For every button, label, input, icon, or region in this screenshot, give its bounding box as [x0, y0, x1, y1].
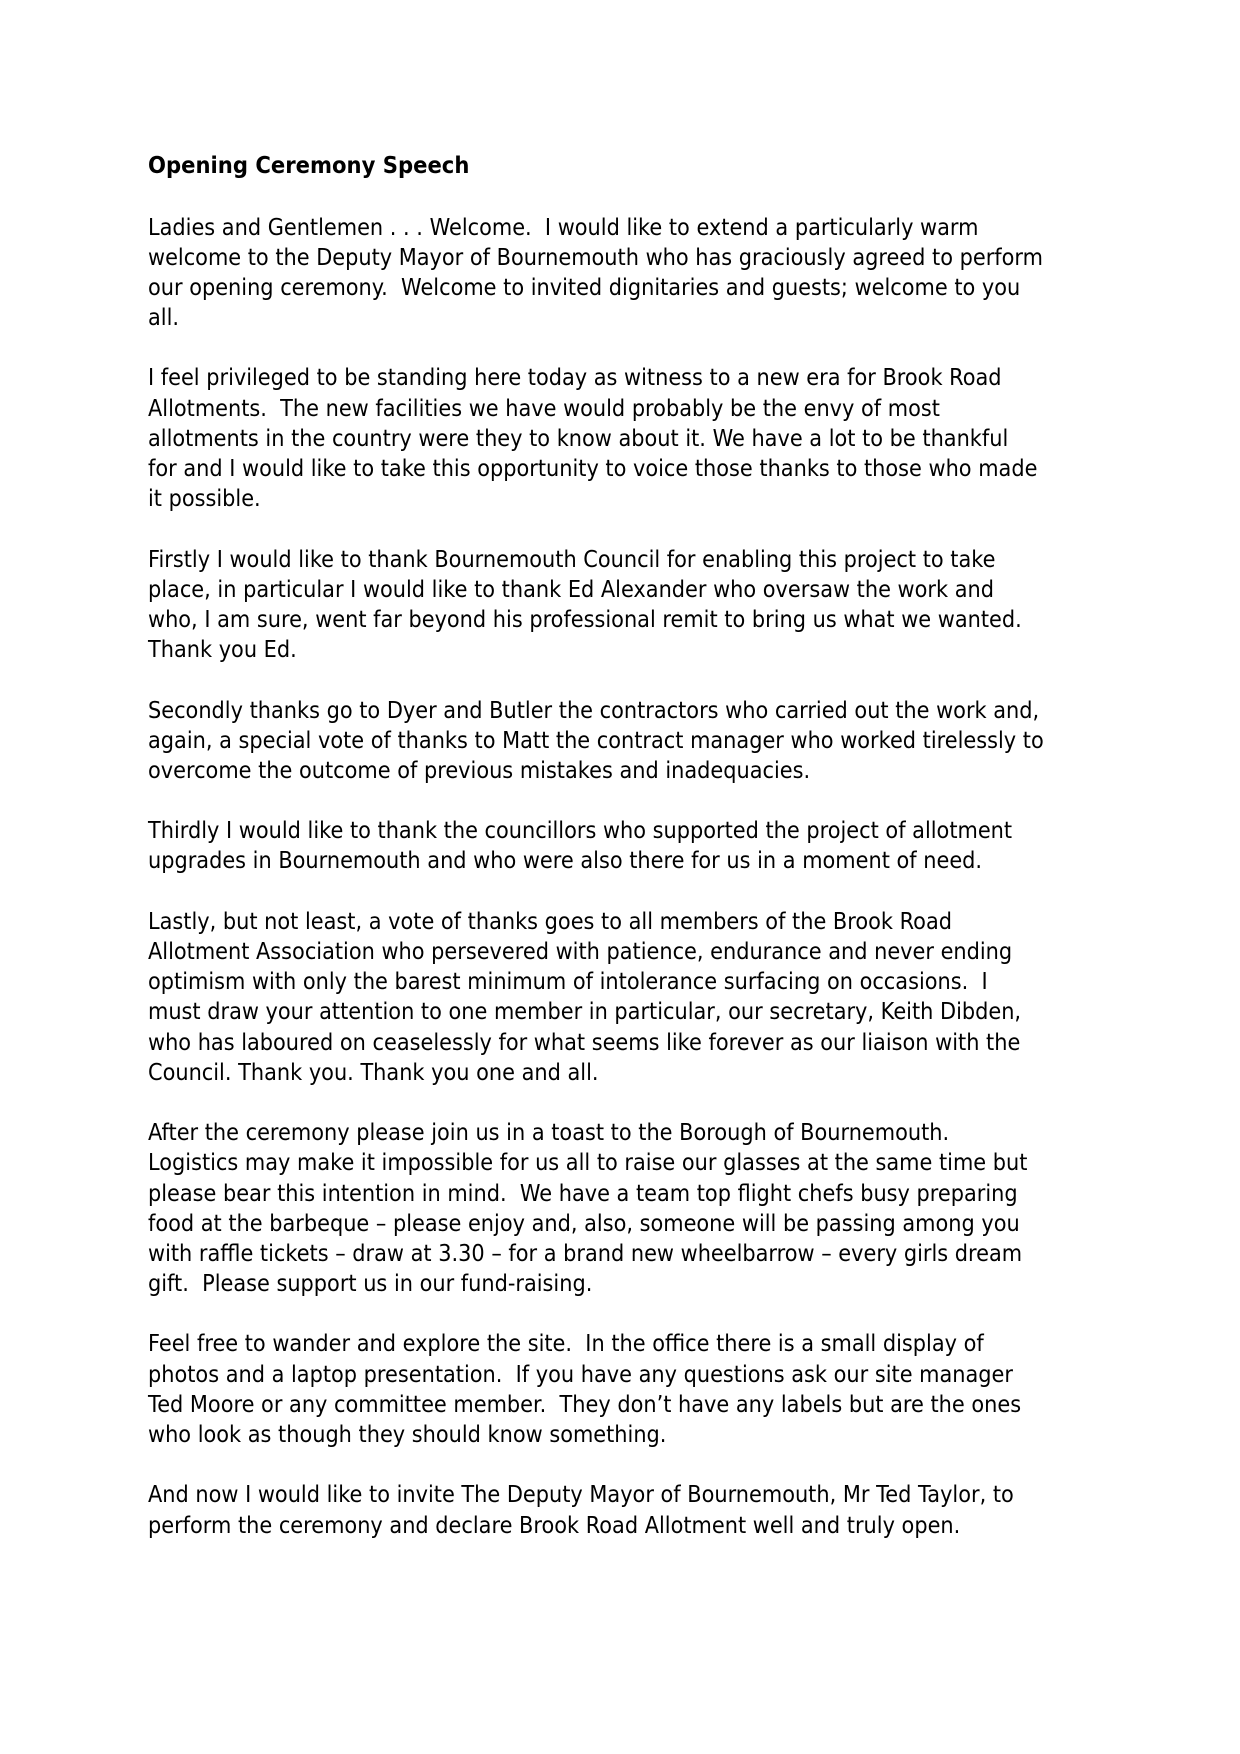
paragraph	[148, 362, 1080, 513]
paragraph	[148, 815, 1080, 875]
paragraph	[148, 906, 1080, 1087]
paragraph-line: Council. Thank you. Thank you one and all.	[148, 1057, 599, 1086]
paragraph-line: our opening ceremony. Welcome to invited dignitaries and guests; welcome to you	[148, 272, 1021, 301]
paragraph-line: Allotments. The new facilities we have would probably be the envy of most	[148, 393, 940, 422]
paragraph-line: Feel free to wander and explore the site. In the office there is a small display of	[148, 1329, 984, 1358]
paragraph-line: for and I would like to take this opportunity to voice those thanks to those who made	[148, 454, 1038, 482]
paragraph-line: I feel privileged to be standing here today as witness to a new era for Brook Road	[148, 363, 1002, 392]
paragraph-line: Allotment Association who persevered with patience, endurance and never ending	[148, 937, 1013, 965]
paragraph-line: Secondly thanks go to Dyer and Butler the contractors who carried out the work and,	[148, 695, 1040, 724]
paragraph-line: it possible.	[148, 484, 261, 513]
paragraph-line: And now I would like to invite The Deputy Mayor of Bournemouth, Mr Ted Taylor, to	[148, 1480, 1014, 1509]
paragraph-line: Thirdly I would like to thank the councillors who supported the project of allotment	[148, 816, 1013, 845]
paragraph-line: photos and a laptop presentation. If you have any questions ask our site manager	[148, 1359, 1013, 1388]
paragraph-line: with raffle tickets – draw at 3.30 – for a brand new wheelbarrow – every girls dream	[148, 1238, 1023, 1267]
paragraph	[148, 212, 1080, 333]
paragraph-line: perform the ceremony and declare Brook Road Allotment well and truly open.	[148, 1510, 961, 1539]
paragraph-line: gift. Please support us in our fund-raising.	[148, 1269, 593, 1298]
paragraph-line: Ted Moore or any committee member. They don’t have any labels but are the ones	[148, 1389, 1022, 1418]
document-title: Opening Ceremony Speech	[148, 151, 470, 179]
paragraph-line: again, a special vote of thanks to Matt the contract manager who worked tirelessly to	[148, 725, 1044, 754]
paragraph	[148, 1117, 1080, 1298]
paragraph-line: overcome the outcome of previous mistakes and inadequacies.	[148, 755, 811, 784]
paragraph-line: please bear this intention in mind. We have a team top flight chefs busy preparing	[148, 1178, 1018, 1207]
paragraph	[148, 695, 1080, 786]
paragraph-line: food at the barbeque – please enjoy and, also, someone will be passing among you	[148, 1208, 1020, 1237]
document-body	[148, 212, 1080, 1570]
paragraph-line: place, in particular I would like to thank Ed Alexander who oversaw the work and	[148, 574, 994, 603]
paragraph-line: who look as though they should know something.	[148, 1420, 667, 1448]
paragraph-line: optimism with only the barest minimum of intolerance surfacing on occasions. I	[148, 967, 988, 996]
paragraph-line: Firstly I would like to thank Bournemouth Council for enabling this project to take	[148, 544, 996, 573]
paragraph-line: allotments in the country were they to know about it. We have a lot to be thankful	[148, 423, 1009, 452]
paragraph-line: must draw your attention to one member in particular, our secretary, Keith Dibden,	[148, 997, 1022, 1026]
paragraph-line: who, I am sure, went far beyond his professional remit to bring us what we wanted.	[148, 604, 1022, 633]
paragraph-line: Thank you Ed.	[148, 635, 297, 664]
paragraph-line: Lastly, but not least, a vote of thanks goes to all members of the Brook Road	[148, 906, 952, 935]
paragraph	[148, 1328, 1080, 1449]
paragraph-line: all.	[148, 303, 180, 332]
paragraph	[148, 544, 1080, 665]
paragraph-line: Ladies and Gentlemen . . . Welcome. I would like to extend a particularly warm	[148, 212, 979, 241]
paragraph-line: upgrades in Bournemouth and who were also there for us in a moment of need.	[148, 846, 983, 875]
paragraph-line: who has laboured on ceaselessly for what seems like forever as our liaison with the	[148, 1027, 1021, 1056]
paragraph-line: After the ceremony please join us in a toast to the Borough of Bournemouth.	[148, 1118, 950, 1147]
paragraph-line: welcome to the Deputy Mayor of Bournemouth who has graciously agreed to perform	[148, 242, 1043, 271]
paragraph-line: Logistics may make it impossible for us all to raise our glasses at the same time but	[148, 1148, 1028, 1177]
paragraph	[148, 1479, 1080, 1539]
